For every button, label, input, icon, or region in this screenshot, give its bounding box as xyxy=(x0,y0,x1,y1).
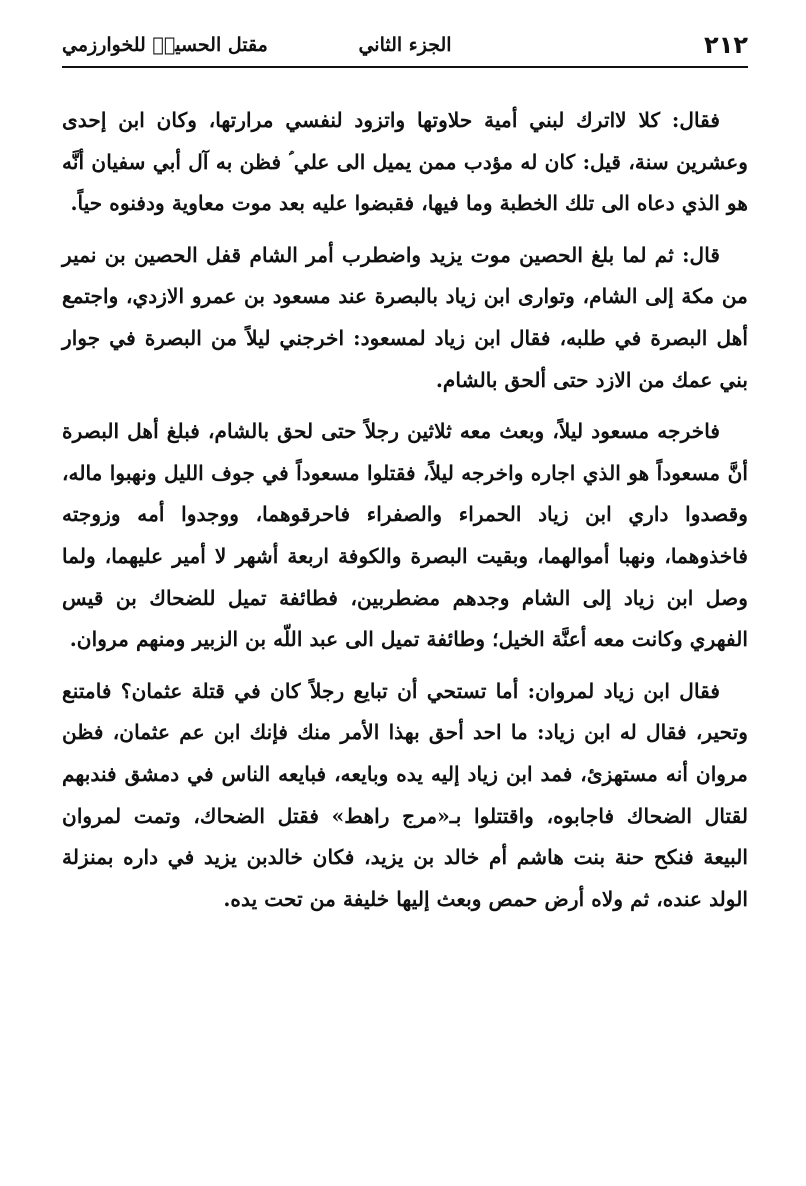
page-number: ٢١٢ xyxy=(704,31,748,59)
part-label: الجزء الثاني xyxy=(358,34,452,56)
book-title: مقتل الحسينؑ للخوارزمي xyxy=(62,34,268,56)
paragraph: فاخرجه مسعود ليلاً، وبعث معه ثلاثين رجلاً حتى لحق بالشام، فبلغ أهل البصرة أنَّ مسعوداً هو الذي اجاره واخرجه ليلاً، فقتلوا مسعوداً في جوف الليل ونهبوا ماله، وقصدوا داري ابن زياد الحمراء والصفراء فاحرقوهما، ووجدوا أمه وزوجته فاخذوهما، ونهبا أموالهما، وبقيت البصرة والكوفة اربعة أشهر لا أمير عليهما، ولما وصل ابن زياد إلى الشام وجدهم مضطربين، فطائفة تميل للضحاك بن قيس الفهري وكانت معه أعنَّة الخيل؛ وطائفة تميل الى عبد اللّه بن الزبير ومنهم مروان. xyxy=(62,419,748,652)
paragraph: قال: ثم لما بلغ الحصين موت يزيد واضطرب أمر الشام قفل الحصين بن نمير من مكة إلى الشام، وتوارى ابن زياد بالبصرة عند مسعود بن عمرو الازدي، واجتمع أهل البصرة في طلبه، فقال ابن زياد لمسعود: اخرجني ليلاً من البصرة في جوار بني عمك من الازد حتى ألحق بالشام. xyxy=(62,242,748,392)
header-divider xyxy=(62,66,748,68)
paragraph: فقال: كلا لااترك لبني أمية حلاوتها واتزود لنفسي مرارتها، وكان ابن إحدى وعشرين سنة، قيل: كان له مؤدب ممن يميل الى علي ؑ فظن به آل أبي سفيان أنَّه هو الذي دعاه الى تلك الخطبة وما فيها، فقبضوا عليه بعد موت معاوية ودفنوه حياً. xyxy=(62,108,748,216)
running-header xyxy=(62,26,748,66)
paragraph: فقال ابن زياد لمروان: أما تستحي أن تبايع رجلاً كان في قتلة عثمان؟ فامتنع وتحير، فقال له ابن زياد: ما احد أحق بهذا الأمر منك فإنك ابن عم عثمان، فظن مروان أنه مستهزئ، فمد ابن زياد إليه يده وبايعه، فبايعه الناس في دمشق فندبهم لقتال الضحاك فاجابوه، واقتتلوا بـ«مرج راهط» فقتل الضحاك، وتمت لمروان البيعة فنكح حنة بنت هاشم أم خالد بن يزيد، فكان خالدبن يزيد في داره بمنزلة الولد عنده، ثم ولاه أرض حمص وبعث إليها خليفة من تحت يده. xyxy=(62,678,748,911)
page-body xyxy=(62,100,748,930)
